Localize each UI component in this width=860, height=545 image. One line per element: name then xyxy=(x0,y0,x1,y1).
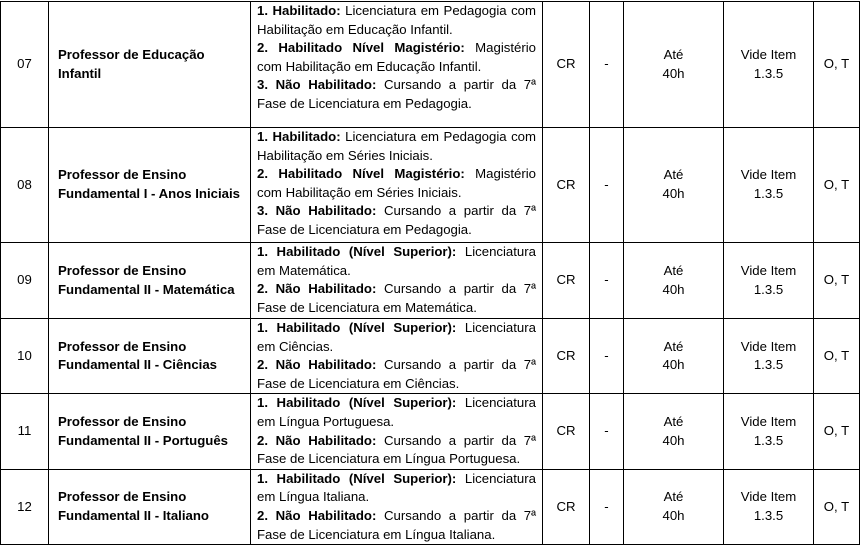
position-title-line: Professor de Ensino xyxy=(58,338,187,354)
salary-reference-line: 1.3.5 xyxy=(753,432,784,448)
requirement-text: Cursando a partir da 7ª Fase de Licenciatura em Pedagogia. xyxy=(257,203,537,237)
workload-cell xyxy=(624,243,724,319)
requirement-text: Licenciatura em Língua Italiana. xyxy=(257,470,536,505)
requirement-label: 1. Habilitado (Nível Superior): xyxy=(257,395,457,411)
salary-reference-line: 1.3.5 xyxy=(753,186,784,201)
position-title xyxy=(49,394,251,469)
requirement-text: Cursando a partir da 7ª Fase de Licenciatura em Ciências. xyxy=(257,357,537,391)
salary-reference-line: 1.3.5 xyxy=(753,65,784,81)
position-title-line: Fundamental II - Ciências xyxy=(58,357,218,373)
row-code: 12 xyxy=(1,469,49,544)
requirements xyxy=(251,128,543,243)
table-row xyxy=(1,128,860,243)
requirement-item xyxy=(257,470,536,507)
regime-cell: CR xyxy=(543,319,590,394)
workload-line: 40h xyxy=(662,357,685,373)
requirement-label: 2. Não Habilitado: xyxy=(257,507,377,523)
requirement-label: 2. Habilitado Nível Magistério: xyxy=(257,166,465,182)
requirement-item xyxy=(257,356,536,393)
vacancies-cell: - xyxy=(590,2,624,128)
position-title-line: Professor de Ensino xyxy=(58,262,187,278)
requirement-text: Magistério com Habilitação em Educação Infantil. xyxy=(257,40,537,74)
requirement-text: Licenciatura em Língua Portuguesa. xyxy=(257,395,536,429)
shift-cell: O, T xyxy=(814,319,860,394)
workload-line: Até xyxy=(663,262,684,278)
salary-reference-cell xyxy=(724,469,814,544)
salary-reference-line: 1.3.5 xyxy=(753,507,784,523)
requirement-text: Magistério com Habilitação em Séries Iniciais. xyxy=(257,166,537,200)
shift-cell: O, T xyxy=(814,2,860,128)
requirement-text: Licenciatura em Pedagogia com Habilitação em Educação Infantil. xyxy=(257,3,536,37)
requirement-text: Cursando a partir da 7ª Fase de Licenciatura em Língua Portuguesa. xyxy=(257,432,537,467)
regime-cell: CR xyxy=(543,2,590,128)
position-title-line: Fundamental II - Italiano xyxy=(58,507,209,523)
salary-reference-line: 1.3.5 xyxy=(753,357,784,373)
salary-reference-line: Vide Item xyxy=(740,338,797,354)
salary-reference-line: 1.3.5 xyxy=(753,281,784,297)
requirement-label: 1. Habilitado: xyxy=(257,3,341,18)
workload-line: 40h xyxy=(662,65,685,81)
requirement-label: 3. Não Habilitado: xyxy=(257,203,377,219)
workload-line: 40h xyxy=(662,186,685,201)
row-code: 10 xyxy=(1,319,49,394)
position-title-line: Fundamental II - Matemática xyxy=(58,281,235,297)
workload-cell xyxy=(624,2,724,128)
regime-cell: CR xyxy=(543,469,590,544)
workload-line: 40h xyxy=(662,507,685,523)
position-title-line: Professor de Ensino xyxy=(58,167,187,183)
requirement-label: 2. Não Habilitado: xyxy=(257,432,377,448)
requirement-label: 2. Não Habilitado: xyxy=(257,357,377,373)
workload-line: 40h xyxy=(662,281,685,297)
workload-line: 40h xyxy=(662,432,685,448)
shift-cell: O, T xyxy=(814,469,860,544)
regime-cell: CR xyxy=(543,243,590,319)
salary-reference-cell xyxy=(724,2,814,128)
requirement-label: 1. Habilitado: xyxy=(257,129,341,144)
workload-line: Até xyxy=(663,338,684,354)
vacancies-cell: - xyxy=(590,394,624,469)
salary-reference-line: Vide Item xyxy=(740,167,797,183)
position-title xyxy=(49,128,251,243)
shift-cell: O, T xyxy=(814,128,860,243)
requirement-item xyxy=(257,202,536,239)
table-body xyxy=(1,2,860,545)
position-title-line: Professor de Ensino xyxy=(58,489,187,505)
vacancies-cell: - xyxy=(590,243,624,319)
requirement-item xyxy=(257,394,536,431)
requirements xyxy=(251,2,543,128)
workload-cell xyxy=(624,394,724,469)
requirement-item xyxy=(257,39,536,76)
position-title-line: Fundamental II - Português xyxy=(58,432,228,448)
workload-line: Até xyxy=(663,413,684,429)
shift-cell: O, T xyxy=(814,394,860,469)
salary-reference-line: Vide Item xyxy=(740,489,797,505)
regime-cell: CR xyxy=(543,394,590,469)
table-row xyxy=(1,469,860,544)
requirement-label: 1. Habilitado (Nível Superior): xyxy=(257,320,457,335)
requirement-item xyxy=(257,507,536,544)
row-code: 11 xyxy=(1,394,49,469)
workload-line: Até xyxy=(663,489,684,505)
requirement-text: Licenciatura em Ciências. xyxy=(257,320,536,354)
row-code: 07 xyxy=(1,2,49,128)
table-row xyxy=(1,2,860,128)
requirement-text: Licenciatura em Pedagogia com Habilitação em Séries Iniciais. xyxy=(257,129,536,163)
vacancies-cell: - xyxy=(590,469,624,544)
salary-reference-cell xyxy=(724,394,814,469)
position-title-line: Infantil xyxy=(58,65,102,81)
table-row xyxy=(1,394,860,469)
requirement-label: 3. Não Habilitado: xyxy=(257,77,377,93)
requirement-item xyxy=(257,128,536,165)
requirement-label: 1. Habilitado (Nível Superior): xyxy=(257,244,457,259)
vacancies-cell: - xyxy=(590,319,624,394)
table-row xyxy=(1,243,860,319)
requirement-item xyxy=(257,280,536,317)
requirements xyxy=(251,394,543,469)
position-title-line: Professor de Educação xyxy=(58,46,205,62)
shift-cell: O, T xyxy=(814,243,860,319)
salary-reference-line: Vide Item xyxy=(740,262,797,278)
requirement-label: 2. Não Habilitado: xyxy=(257,281,377,297)
requirement-item xyxy=(257,165,536,202)
row-code: 08 xyxy=(1,128,49,243)
requirement-text: Cursando a partir da 7ª Fase de Licenciatura em Língua Italiana. xyxy=(257,507,537,542)
row-code: 09 xyxy=(1,243,49,319)
salary-reference-line: Vide Item xyxy=(740,413,797,429)
table-row xyxy=(1,319,860,394)
positions-table xyxy=(0,1,860,545)
position-title-line: Fundamental I - Anos Iniciais xyxy=(58,186,240,201)
requirement-text: Licenciatura em Matemática. xyxy=(257,244,536,278)
requirement-label: 2. Habilitado Nível Magistério: xyxy=(257,40,465,56)
workload-cell xyxy=(624,319,724,394)
workload-cell xyxy=(624,469,724,544)
salary-reference-line: Vide Item xyxy=(740,46,797,62)
requirement-label: 1. Habilitado (Nível Superior): xyxy=(257,470,457,486)
requirement-text: Cursando a partir da 7ª Fase de Licenciatura em Matemática. xyxy=(257,281,537,315)
position-title xyxy=(49,319,251,394)
requirements xyxy=(251,319,543,394)
position-title xyxy=(49,469,251,544)
regime-cell: CR xyxy=(543,128,590,243)
vacancies-cell: - xyxy=(590,128,624,243)
requirements xyxy=(251,469,543,544)
workload-line: Até xyxy=(663,167,684,183)
position-title xyxy=(49,243,251,319)
position-title xyxy=(49,2,251,128)
requirement-text: Cursando a partir da 7ª Fase de Licenciatura em Pedagogia. xyxy=(257,77,537,111)
requirement-item xyxy=(257,243,536,280)
salary-reference-cell xyxy=(724,319,814,394)
workload-line: Até xyxy=(663,46,684,62)
salary-reference-cell xyxy=(724,128,814,243)
position-title-line: Professor de Ensino xyxy=(58,413,187,429)
requirement-item xyxy=(257,2,536,39)
requirement-item xyxy=(257,432,536,469)
requirements xyxy=(251,243,543,319)
requirement-item xyxy=(257,76,536,113)
salary-reference-cell xyxy=(724,243,814,319)
workload-cell xyxy=(624,128,724,243)
requirement-item xyxy=(257,319,536,356)
